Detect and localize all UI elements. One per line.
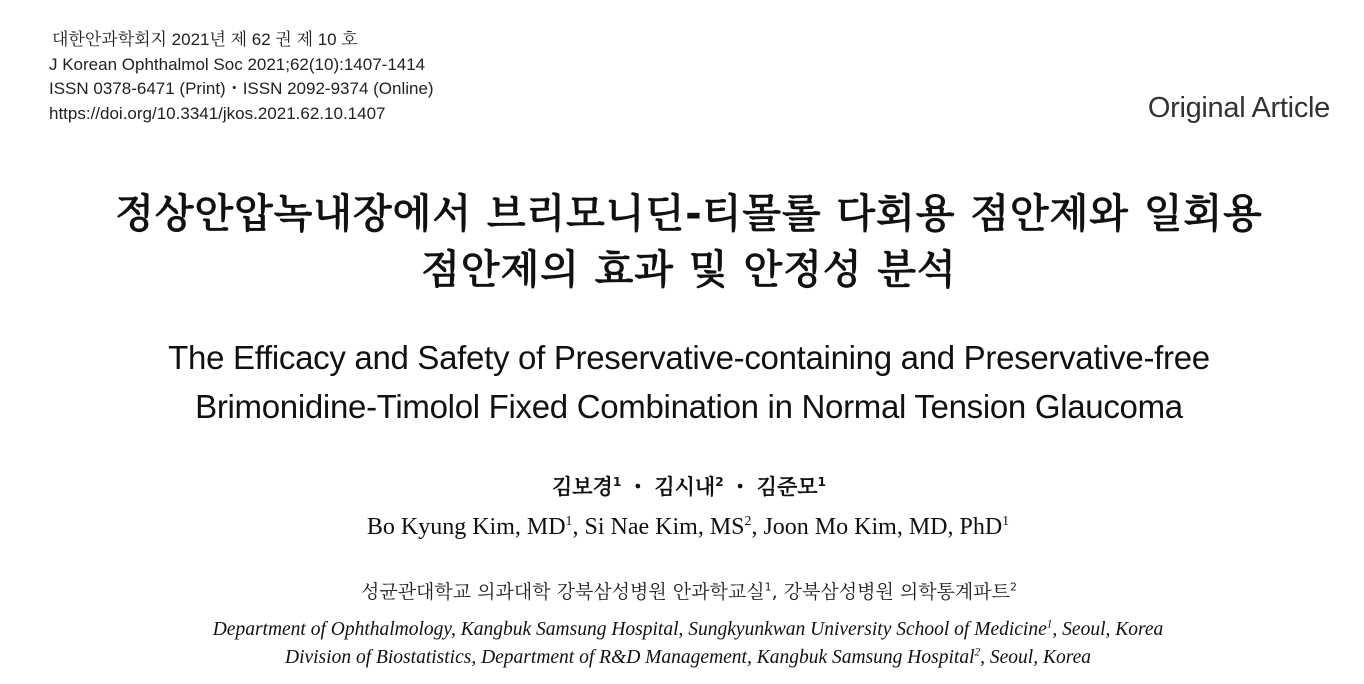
affiliations-english [0, 616, 1364, 672]
author-en-name: Joon Mo Kim, MD, PhD [763, 514, 1003, 540]
journal-citation: J Korean Ophthalmol Soc 2021;62(10):1407-1414 [49, 54, 426, 74]
affiliation-en-mark: 2 [974, 646, 981, 659]
affiliation-en-location: , Seoul, Korea [1052, 619, 1164, 640]
journal-issue-ko: 대한안과학회지 2021년 제 62 권 제 10 호 [52, 30, 358, 49]
affiliation-en-line-2 [12, 644, 1364, 672]
journal-info [49, 28, 434, 126]
affiliation-ko-separator: , [771, 581, 784, 603]
affiliations-korean [0, 577, 1364, 604]
title-korean-line-1: 정상안압녹내장에서 브리모니딘-티몰롤 다회용 점안제와 일회용 [115, 191, 1263, 237]
author-en-separator: , [751, 514, 764, 540]
author-en-affiliation-mark: 1 [1002, 514, 1010, 529]
author-ko-affiliation-mark: 2 [715, 475, 724, 489]
affiliation-ko-2: 강북삼성병원 의학통계파트 [783, 581, 1010, 603]
author-en-name: Bo Kyung Kim, MD [366, 514, 566, 540]
doi-link[interactable]: https://doi.org/10.3341/jkos.2021.62.10.1407 [49, 103, 386, 123]
title-english [0, 333, 1364, 431]
affiliation-en-mark: 1 [1046, 618, 1053, 631]
affiliation-ko-mark-2: 2 [1009, 580, 1017, 594]
title-korean-line-2: 점안제의 효과 및 안정성 분석 [421, 247, 957, 293]
issn-line: ISSN 0378-6471 (Print)・ISSN 2092-9374 (Online) [49, 79, 434, 98]
author-separator: ・ [729, 475, 751, 499]
title-english-line-1: The Efficacy and Safety of Preservative-containing and Preservative-free [168, 339, 1210, 376]
affiliation-en-location: , Seoul, Korea [980, 647, 1091, 668]
author-ko-name: 김시내 [654, 475, 716, 499]
title-english-line-2: Brimonidine-Timolol Fixed Combination in Normal Tension Glaucoma [195, 388, 1183, 425]
author-separator: ・ [627, 475, 649, 499]
affiliation-ko-1: 성균관대학교 의과대학 강북삼성병원 안과학교실 [361, 581, 765, 603]
author-ko-affiliation-mark: 1 [817, 475, 827, 489]
affiliation-en-text: Division of Biostatistics, Department of R&D Management, Kangbuk Samsung Hospital [284, 647, 975, 668]
title-korean [0, 186, 1364, 298]
affiliation-ko-mark-1: 1 [764, 580, 772, 594]
author-en-name: Si Nae Kim, MS [584, 514, 745, 540]
author-ko-name: 김준모 [756, 475, 818, 499]
author-en-separator: , [572, 514, 585, 540]
author-en-affiliation-mark: 1 [565, 514, 573, 529]
author-ko-name: 김보경 [551, 475, 613, 499]
author-en-affiliation-mark: 2 [744, 514, 752, 529]
affiliation-en-text: Department of Ophthalmology, Kangbuk Samsung Hospital, Sungkyunkwan University School of Medicine [212, 619, 1047, 640]
authors-korean [0, 471, 1364, 501]
authors-english [0, 514, 1364, 541]
article-type-label: Original Article [1147, 92, 1330, 124]
author-ko-affiliation-mark: 1 [612, 475, 622, 489]
affiliation-en-line-1 [12, 616, 1364, 644]
